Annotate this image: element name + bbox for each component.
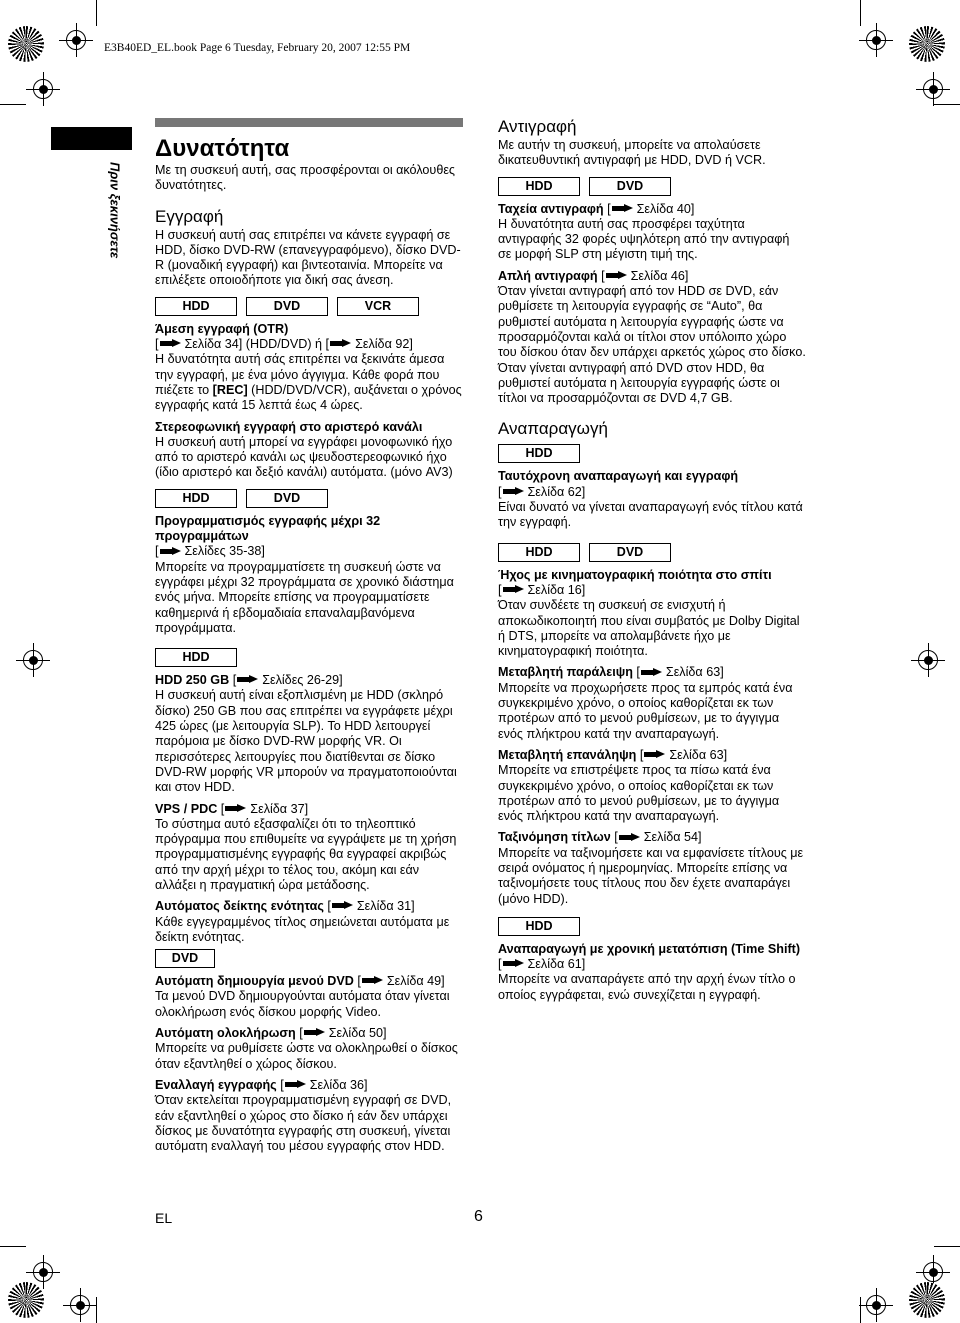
relay-text: Όταν εκτελείται προγραμματισμένη εγγραφή σε DVD, εάν εξαντληθεί ο χώρος στο δίσκο ή εάν δεν υπάρχει δίσκος με δυνατότητα εγγραφής στη συσκευή, γίνεται αυτόματη εναλλαγή του μέσου εγγραφής στον HDD. <box>155 1093 452 1154</box>
page-ref-arrow-icon <box>225 804 247 813</box>
page-ref-arrow-icon <box>362 976 384 985</box>
program-text: Μπορείτε να προγραμματίσετε τη συσκευή ώστε να εγγράφει μέχρι 32 προγράμματα σε χρονικό διάστημα ενός μήνα. Μπορείτε επίσης να προγραμματίσετε καθημερινά ή εβδομαδιαία επαναλαμβανόμενα προγράμματα. <box>155 559 454 635</box>
replay-heading: Μεταβλητή επανάληψη [ Σελίδα 63] <box>498 747 728 762</box>
tag-dvd: DVD <box>246 297 328 316</box>
registration-mark-icon <box>918 650 938 670</box>
page-ref-arrow-icon <box>160 339 182 348</box>
otr-ref: [ Σελίδα 34] (HDD/DVD) ή [ Σελίδα 92] <box>155 337 413 352</box>
page-number: 6 <box>474 1208 483 1225</box>
title-bar <box>155 118 463 127</box>
page-ref-arrow-icon <box>619 833 641 842</box>
otr-text: Η δυνατότητα αυτή σάς επιτρέπει να ξεκινάτε άμεσα την εγγραφή, με ένα μόνο άγγιγμα. Κάθε φορά που πιέζετε το [REC] (HDD/DVD/VCR), αυξάνεται ο χρόνος εγγραφής κατά 15 λεπτά έως 4 ώρες. <box>155 352 462 413</box>
chapter-heading: Αυτόματος δείκτης ενότητας [ Σελίδα 31] <box>155 899 415 914</box>
simul-text: Είναι δυνατό να γίνεται αναπαραγωγή ενός τίτλου κατά την εγγραφή. <box>498 500 803 530</box>
media-tags <box>498 177 806 196</box>
section-tab-marker <box>51 127 132 150</box>
media-tags <box>498 543 806 562</box>
tag-hdd: HDD <box>498 917 580 936</box>
registration-mark-icon <box>923 1262 943 1282</box>
intro-text: Με τη συσκευή αυτή, σας προσφέρονται οι ακόλουθες δυνατότητες. <box>155 163 456 193</box>
tag-hdd: HDD <box>498 177 580 196</box>
crop-mark <box>934 1246 960 1247</box>
registration-mark-icon <box>33 79 53 99</box>
simple-heading: Απλή αντιγραφή [ Σελίδα 46] <box>498 268 689 283</box>
registration-mark-icon <box>866 30 886 50</box>
media-tags <box>498 444 806 463</box>
cinema-text: Όταν συνδέετε τη συσκευή σε ενισχυτή ή αποκωδικοποιητή που είναι συμβατός με Dolby Digital ή DTS, μπορείτε να απολαμβάνετε ήχο με κινηματογραφική ποιότητα. <box>498 598 800 659</box>
sort-heading: Ταξινόμηση τίτλων [ Σελίδα 54] <box>498 830 702 845</box>
sort-text: Μπορείτε να ταξινομήσετε και να εμφανίσετε τίτλους με σειρά ονόματος ή ημερομηνίας. Μπορείτε επίσης να ταξινομήσετε τους τίτλους που δεν έχετε αναπαράγει (μόνο HDD). <box>498 845 804 906</box>
registration-mark-icon <box>70 1295 90 1315</box>
copy-heading: Αντιγραφή <box>498 117 577 136</box>
page-ref-arrow-icon <box>644 750 666 759</box>
page-ref-arrow-icon <box>503 585 525 594</box>
section-tab-label: Πριν ξεκινήσετε <box>107 162 123 259</box>
simul-title: Ταυτόχρονη αναπαραγωγή και εγγραφή <box>498 469 739 484</box>
page-ref-arrow-icon <box>503 959 525 968</box>
fast-text: Η δυνατότητα αυτή σας προσφέρει ταχύτητα αντιγραφής 32 φορές υψηλότερη από την αντιγραφή σε μορφή SLP στη μέγιστη τιμή της. <box>498 216 790 262</box>
page-ref-arrow-icon <box>606 271 628 280</box>
vps-text: Το σύστημα αυτό εξασφαλίζει ότι το τηλεοπτικό πρόγραμμα που επιθυμείτε να εγγράψετε με τη χρήση προγραμματισμένης εγγραφής θα εγγραφεί ακριβώς από την αρχή μέχρι το τέλος του, ακόμη και εάν αλλάξει η πραγματική ώρα μετάδοσης. <box>155 816 457 892</box>
tag-hdd: HDD <box>155 489 237 508</box>
page-title: Δυνατότητα <box>155 135 290 162</box>
copy-text: Με αυτήν τη συσκευή, μπορείτε να απολαύσετε δικατευθυντική αντιγραφή με HDD, DVD ή VCR. <box>498 138 766 168</box>
fast-heading: Ταχεία αντιγραφή [ Σελίδα 40] <box>498 201 695 216</box>
vps-heading: VPS / PDC [ Σελίδα 37] <box>155 801 309 816</box>
crop-mark <box>96 0 97 26</box>
print-header: E3B40ED_EL.book Page 6 Tuesday, February 20, 2007 12:55 PM <box>104 42 411 54</box>
media-tags <box>498 917 806 936</box>
otr-title: Άμεση εγγραφή (OTR) <box>155 321 289 336</box>
page-ref-arrow-icon <box>332 901 354 910</box>
color-target-icon <box>8 1282 44 1318</box>
cinema-title: Ήχος με κινηματογραφική ποιότητα στο σπίτι <box>498 567 772 582</box>
tag-hdd: HDD <box>498 543 580 562</box>
tag-hdd: HDD <box>155 648 237 667</box>
page-ref-arrow-icon <box>285 1080 307 1089</box>
page-ref-arrow-icon <box>641 668 663 677</box>
menu-heading: Αυτόματη δημιουργία μενού DVD [ Σελίδα 49] <box>155 974 445 989</box>
media-tags <box>155 648 463 667</box>
skip-text: Μπορείτε να προχωρήσετε προς τα εμπρός κατά ένα συγκεκριμένο χρόνο, ο οποίος καθορίζεται εκ των προτέρων από το μενού ρυθμίσεων, με το άγγιγμα ενός πλήκτρου κατά την αναπαραγωγή. <box>498 680 793 741</box>
page-ref-arrow-icon <box>612 204 634 213</box>
tag-vcr: VCR <box>337 297 419 316</box>
menu-text: Τα μενού DVD δημιουργούνται αυτόματα όταν γίνεται ολοκλήρωση ενός δίσκου μορφής Video. <box>155 989 450 1019</box>
replay-text: Μπορείτε να επιστρέψετε προς τα πίσω κατά ένα συγκεκριμένο χρόνο, ο οποίος καθορίζεται εκ των προτέρων από το μενού ρυθμίσεων, με το άγγιγμα ενός πλήκτρου κατά την αναπαραγωγή. <box>498 763 780 824</box>
hdd250-heading: HDD 250 GB [ Σελίδες 26-29] <box>155 673 343 688</box>
timeshift-heading: Αναπαραγωγή με χρονική μετατόπιση (Time Shift) [ Σελίδα 61] <box>498 941 801 972</box>
right-column <box>498 116 806 1003</box>
page-ref-arrow-icon <box>330 339 352 348</box>
color-target-icon <box>909 1282 945 1318</box>
color-target-icon <box>8 26 44 62</box>
finalize-heading: Αυτόματη ολοκλήρωση [ Σελίδα 50] <box>155 1026 387 1041</box>
crop-mark <box>0 104 26 105</box>
footer-language: EL <box>155 1210 173 1226</box>
cinema-ref: [ Σελίδα 16] <box>498 582 586 597</box>
registration-mark-icon <box>23 650 43 670</box>
simple-text: Όταν γίνεται αντιγραφή από τον HDD σε DVD, εάν ρυθμίσετε τη λειτουργία εγγραφής σε “Auto”, θα ρυθμιστεί αυτόματα η λειτουργία εγγραφής ώστε να προσαρμόζονται καλά οι τίτλοι στον υπόλοιπο χώρο του δίσκου όταν δεν υπάρχει αρκετός χώρος στο δίσκο. Όταν γίνεται αντιγραφή από DVD στον HDD, θα ρυθμιστεί αυτόματα η λειτουργία εγγραφής ώστε οι τίτλοι να προσαρμόζονται σε DVD 4,7 GB. <box>498 284 806 406</box>
page-ref-arrow-icon <box>304 1028 326 1037</box>
registration-mark-icon <box>923 79 943 99</box>
media-tags <box>155 297 463 316</box>
recording-text: Η συσκευή αυτή σας επιτρέπει να κάνετε εγγραφή σε HDD, δίσκο DVD-RW (επανεγγραφόμενο), δίσκο DVD-R (μοναδική εγγραφή) και βιντεοταινία. Μπορείτε να επιλέξετε οποιοδήποτε για δική σας άνεση. <box>155 227 461 288</box>
tag-dvd: DVD <box>589 543 671 562</box>
finalize-text: Μπορείτε να ρυθμίσετε ώστε να ολοκληρωθεί ο δίσκος όταν εξαντληθεί ο χώρος δίσκου. <box>155 1041 458 1071</box>
playback-heading: Αναπαραγωγή <box>498 419 608 439</box>
stereo-text: Η συσκευή αυτή μπορεί να εγγράφει μονοφωνικό ήχο από το αριστερό κανάλι ως ψευδοστερεοφωνικό ήχο (ίδιο αριστερό και δεξιό κανάλι) αυτόματα. (μόνο AV3) <box>155 434 453 480</box>
timeshift-text: Μπορείτε να αναπαράγετε από την αρχή ένων τίτλο ο οποίος εγγράφεται, ενώ συνεχίζεται η εγγραφή. <box>498 972 796 1002</box>
crop-mark <box>860 0 861 26</box>
crop-mark <box>860 1297 861 1323</box>
media-tags <box>155 949 463 968</box>
skip-heading: Μεταβλητή παράλειψη [ Σελίδα 63] <box>498 665 724 680</box>
program-title: Προγραμματισμός εγγραφής μέχρι 32 προγραμμάτων <box>155 513 381 544</box>
registration-mark-icon <box>66 30 86 50</box>
stereo-title: Στερεοφωνική εγγραφή στο αριστερό κανάλι <box>155 419 423 434</box>
tag-hdd: HDD <box>498 444 580 463</box>
crop-mark <box>96 1297 97 1323</box>
tag-dvd: DVD <box>589 177 671 196</box>
hdd250-text: Η συσκευή αυτή είναι εξοπλισμένη με HDD (σκληρό δίσκο) 250 GB που σας επιτρέπει να εγγράφετε μέχρι 425 ώρες (με λειτουργία SLP). Το HDD λειτουργεί παρόμοια με δίσκο DVD-RW μορφής VR. Οι περισσότερες λειτουργίες που διατίθενται σε δίσκο DVD-RW μορφής VR μπορούν να πραγματοποιούνται και στον HDD. <box>155 688 457 795</box>
left-column <box>155 118 463 1154</box>
crop-mark <box>934 104 960 105</box>
registration-mark-icon <box>33 1262 53 1282</box>
program-ref: [ Σελίδες 35-38] <box>155 544 265 559</box>
color-target-icon <box>909 26 945 62</box>
crop-mark <box>0 1246 26 1247</box>
media-tags <box>155 489 463 508</box>
tag-dvd: DVD <box>246 489 328 508</box>
relay-heading: Εναλλαγή εγγραφής [ Σελίδα 36] <box>155 1077 368 1092</box>
page-ref-arrow-icon <box>503 487 525 496</box>
simul-ref: [ Σελίδα 62] <box>498 484 586 499</box>
page-ref-arrow-icon <box>160 547 182 556</box>
registration-mark-icon <box>866 1295 886 1315</box>
recording-heading: Εγγραφή <box>155 206 224 226</box>
tag-hdd: HDD <box>155 297 237 316</box>
page-ref-arrow-icon <box>237 675 259 684</box>
tag-dvd: DVD <box>155 949 215 968</box>
chapter-text: Κάθε εγγεγραμμένος τίτλος σημειώνεται αυτόματα με δείκτη ενότητας. <box>155 914 450 944</box>
